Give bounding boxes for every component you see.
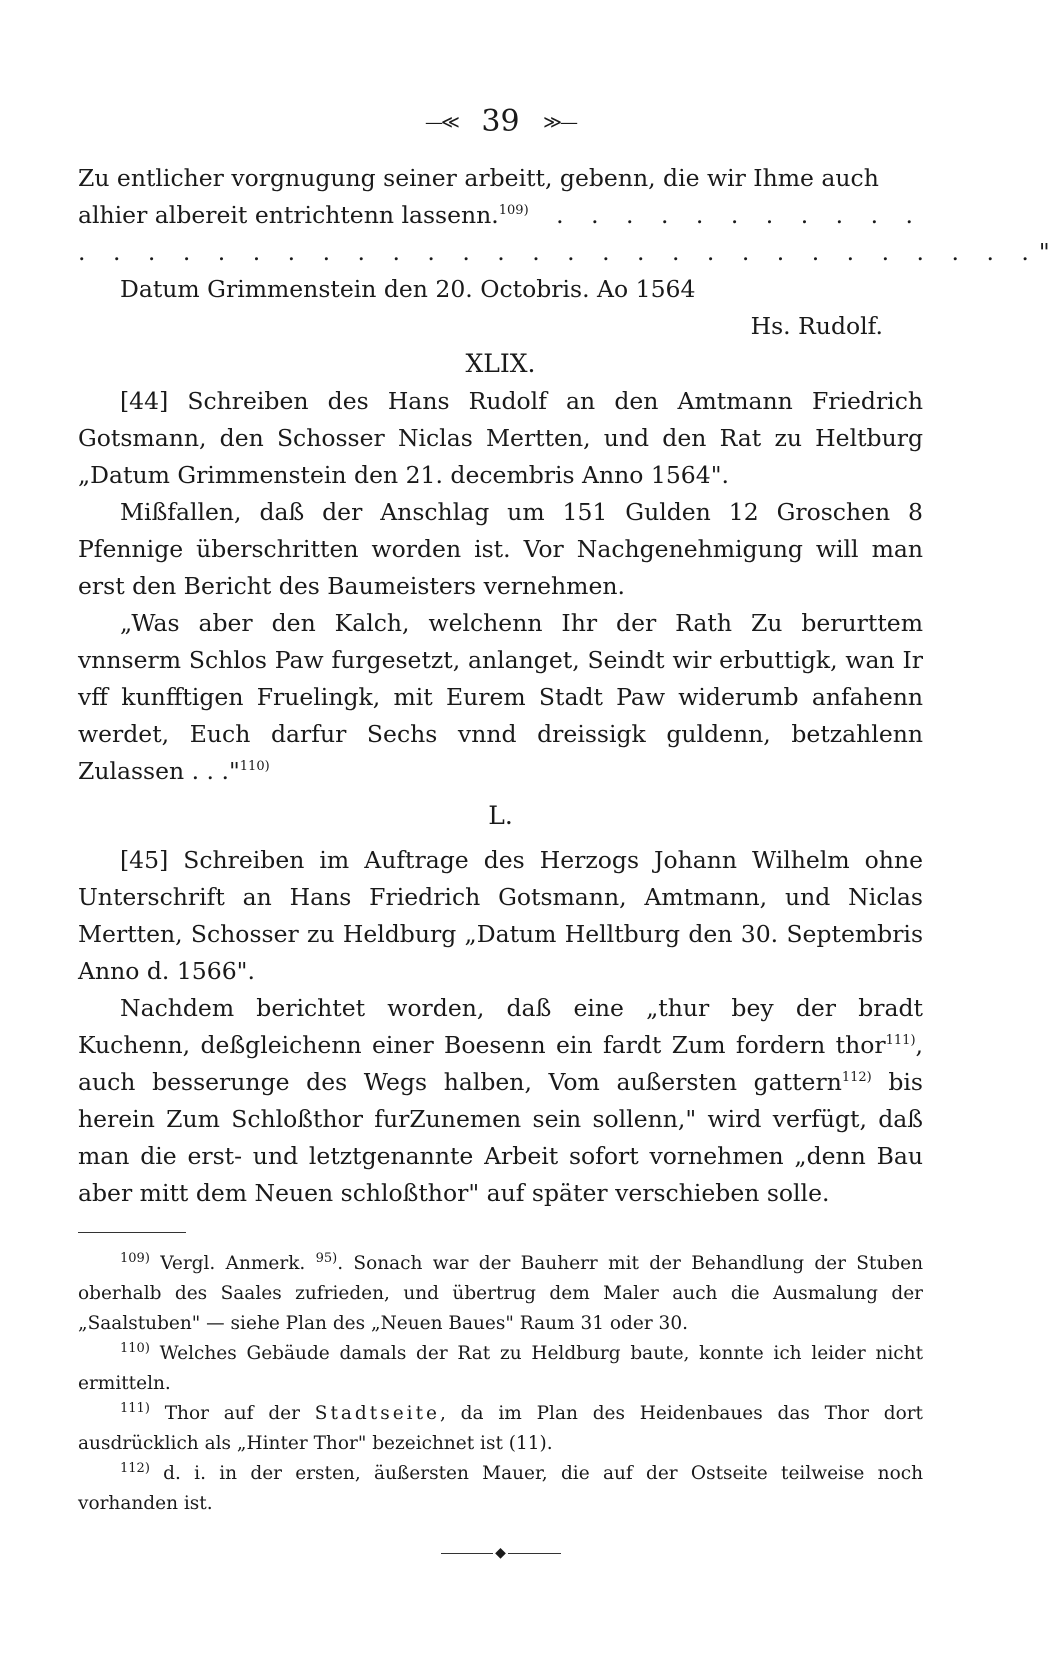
ellipsis-dots: . . . . . . . . . . . bbox=[556, 201, 923, 229]
main-text bbox=[78, 160, 1050, 1212]
paragraph: [45] Schreiben im Auftrage des Herzogs Johann Wilhelm ohne Unterschrift an Hans Friedrich Gotsmann, Amtmann, und Niclas Mertten, Schosser zu Heldburg „Datum Helltburg den 30. Septembris Anno d. 1566". bbox=[78, 846, 923, 985]
footnote-110: $^{110)}$ Welches Gebäude damals der Rat zu Heldburg baute, konnte ich leider nicht ermitteln. bbox=[78, 1340, 923, 1394]
text-fragment: alhier albereit entrichtenn lassenn.$^{109)}$ bbox=[78, 201, 529, 229]
footnote-ref: 110) bbox=[239, 759, 270, 775]
text-line: Zu entlicher vorgnugung seiner arbeitt, gebenn, die wir Ihme auch bbox=[78, 164, 879, 192]
paragraph: Mißfallen, daß der Anschlag um 151 Gulden 12 Groschen 8 Pfennige überschritten worden ist. Vor Nachgenehmigung will man erst den Bericht des Baumeisters vernehmen. bbox=[78, 498, 923, 600]
paragraph: [44] Schreiben des Hans Rudolf an den Amtmann Friedrich Gotsmann, den Schosser Niclas Mertten, und den Rat zu Heltburg „Datum Grimmenstein den 21. decembris Anno 1564". bbox=[78, 387, 923, 489]
signature: Hs. Rudolf. bbox=[750, 312, 883, 340]
footnote-ref: 109) bbox=[498, 203, 529, 219]
section-heading: XLIX. bbox=[465, 349, 536, 378]
ellipsis-dots: . . . . . . . . . . . . . . . . . . . . . . . . . . . . bbox=[78, 238, 1039, 266]
header-ornament-left: —≪ bbox=[425, 112, 458, 133]
footnote-109: $^{109)}$ Vergl. Anmerk. $^{95)}$. Sonach war der Bauherr mit der Behandlung der Stuben oberhalb des Saales zufrieden, und übertrug dem Maler auch die Ausmalung der „Saalstuben" — siehe Plan des „Neuen Baues" Raum 31 oder 30. bbox=[78, 1250, 923, 1334]
footnote-divider bbox=[78, 1232, 186, 1233]
paragraph: Nachdem berichtet worden, daß eine „thur bey der bradt Kuchenn, deßgleichenn einer Boesenn ein fardt Zum fordern thor$^{111)}$, auch besserunge des Wegs halben, Vom außersten gattern$^{112)}$ bis herein Zum Schloßthor furZunemen sein sollenn," wird verfügt, daß man die erst- und letztgenannte Arbeit sofort vornehmen „denn Bau aber mitt dem Neuen schloßthor" auf später verschieben solle. bbox=[78, 994, 923, 1207]
closing-quote: " bbox=[1038, 238, 1050, 266]
section-heading: L. bbox=[488, 801, 513, 830]
tailpiece-ornament: ◆ bbox=[441, 1545, 561, 1561]
footnote-ref: 111) bbox=[885, 1033, 916, 1049]
footnotes bbox=[78, 1249, 923, 1519]
footnote-111: $^{111)}$ Thor auf der Stadtseite, da im Plan des Heidenbaues das Thor dort ausdrücklich als „Hinter Thor" bezeichnet ist (11). bbox=[78, 1400, 923, 1454]
footnote-112: $^{112)}$ d. i. in der ersten, äußersten Mauer, die auf der Ostseite teilweise noch vorhanden ist. bbox=[78, 1460, 923, 1514]
header-ornament-right: ≫— bbox=[543, 112, 576, 133]
text-line-with-dots bbox=[78, 197, 923, 234]
datum-line: Datum Grimmenstein den 20. Octobris. Ao 1564 bbox=[120, 275, 696, 303]
paragraph: „Was aber den Kalch, welchenn Ihr der Rath Zu berurttem vnnserm Schlos Paw furgesetzt, anlanget, Seindt wir erbuttigk, wan Ir vff kunfftigen Fruelingk, mit Eurem Stadt Paw widerumb anfahenn werdet, Euch darfur Sechs vnnd dreissigk guldenn, betzahlenn Zulassen . . ."$^{110)}$ bbox=[78, 609, 923, 785]
footnote-ref: 112) bbox=[841, 1070, 872, 1086]
dots-line bbox=[78, 234, 1050, 271]
page bbox=[78, 100, 1050, 1561]
page-number: 39 bbox=[481, 104, 520, 139]
page-header bbox=[78, 100, 923, 144]
